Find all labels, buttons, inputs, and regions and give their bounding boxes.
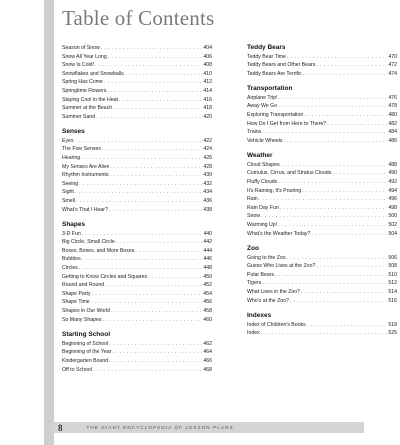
entry-title: Shapes in Our World <box>62 308 111 315</box>
dot-leader <box>93 366 202 375</box>
entry-title: Circles <box>62 265 78 272</box>
dot-leader <box>290 297 387 306</box>
entry-page-number: 464 <box>203 349 212 356</box>
toc-entry[interactable] <box>62 238 212 247</box>
toc-entry[interactable] <box>247 111 397 120</box>
dot-leader <box>116 238 203 247</box>
dot-leader <box>119 96 202 105</box>
section-heading: Transportation <box>247 85 293 93</box>
dot-leader <box>301 288 387 297</box>
section-heading: Starting School <box>62 331 111 339</box>
entry-title: Springtime Flowers <box>62 87 107 94</box>
entry-page-number: 412 <box>203 79 212 86</box>
entry-title: What's the Weather Today? <box>247 230 311 237</box>
entry-page-number: 488 <box>388 161 397 168</box>
entry-page-number: 472 <box>388 62 397 69</box>
entry-page-number: 456 <box>203 299 212 306</box>
toc-entry[interactable] <box>62 197 212 206</box>
dot-leader <box>278 178 387 187</box>
toc-entry[interactable] <box>62 247 212 256</box>
toc-entry[interactable] <box>62 44 212 53</box>
entry-page-number: 422 <box>203 137 212 144</box>
dot-leader <box>108 53 203 62</box>
entry-title: Rain <box>247 196 258 203</box>
entry-page-number: 444 <box>203 247 212 254</box>
entry-page-number: 452 <box>203 282 212 289</box>
dot-leader <box>259 195 388 204</box>
entry-page-number: 470 <box>388 53 397 60</box>
toc-section <box>247 44 397 78</box>
toc-entry[interactable] <box>62 171 212 180</box>
entry-page-number: 406 <box>203 53 212 60</box>
entry-page-number: 482 <box>388 120 397 127</box>
dot-leader <box>107 87 202 96</box>
section-heading: Indexes <box>247 312 272 320</box>
toc-entry[interactable] <box>247 288 397 297</box>
entry-title: Season of Snow <box>62 45 100 51</box>
entry-page-number: 468 <box>203 366 212 373</box>
entry-title: Getting to Know Circles and Squares <box>62 273 148 280</box>
entry-page-number: 476 <box>388 94 397 101</box>
section-heading: Zoo <box>247 245 259 253</box>
entry-page-number: 450 <box>203 273 212 280</box>
dot-leader <box>327 120 387 129</box>
dot-leader <box>95 61 202 70</box>
dot-leader <box>109 340 202 349</box>
entry-title: Teddy Bears Are Terrific <box>247 70 302 77</box>
dot-leader <box>316 61 387 70</box>
toc-entry[interactable] <box>247 297 397 306</box>
entry-page-number: 492 <box>388 179 397 186</box>
toc-entry[interactable] <box>247 102 397 111</box>
dot-leader <box>96 113 202 122</box>
entry-title: Seeing <box>62 180 79 187</box>
toc-entry[interactable] <box>62 53 212 62</box>
toc-entry[interactable] <box>62 348 212 357</box>
toc-column-right <box>247 44 397 345</box>
toc-entry[interactable] <box>247 187 397 196</box>
section-heading: Weather <box>247 152 273 160</box>
entry-title: Beginning of the Year <box>62 349 112 356</box>
entry-page-number: 438 <box>203 206 212 213</box>
entry-page-number: 486 <box>388 137 397 144</box>
entry-page-number: 506 <box>388 254 397 261</box>
dot-leader <box>125 70 203 79</box>
entry-title: Kindergarten Bound <box>62 357 109 364</box>
dot-leader <box>79 180 202 189</box>
toc-section <box>247 85 397 145</box>
entry-title: The Five Senses <box>62 146 101 153</box>
entry-page-number: 498 <box>388 204 397 211</box>
entry-page-number: 408 <box>203 62 212 69</box>
entry-page-number: 462 <box>203 340 212 347</box>
entry-page-number: 420 <box>203 113 212 120</box>
dot-leader <box>332 169 387 178</box>
entry-title: Spring Has Come <box>62 79 103 86</box>
dot-leader <box>311 230 387 239</box>
section-heading: Shapes <box>62 221 86 229</box>
toc-entry[interactable] <box>247 94 397 103</box>
toc-section <box>247 152 397 238</box>
entry-title: Teddy Bear Time <box>247 53 286 60</box>
entry-title: What's That I Hear? <box>62 206 108 213</box>
dot-leader <box>280 204 388 213</box>
toc-entry[interactable] <box>247 321 397 330</box>
dot-leader <box>103 316 203 325</box>
entry-page-number: 518 <box>388 321 397 328</box>
dot-leader <box>287 254 388 263</box>
section-heading: Teddy Bears <box>247 44 286 51</box>
dot-leader <box>110 163 202 172</box>
toc-entry[interactable] <box>62 145 212 154</box>
toc-entry[interactable] <box>247 271 397 280</box>
toc-entry[interactable] <box>62 230 212 239</box>
dot-leader <box>76 197 202 206</box>
entry-page-number: 525 <box>388 330 397 337</box>
entry-page-number: 434 <box>203 189 212 196</box>
entry-page-number: 514 <box>388 289 397 296</box>
entry-title: It's Raining, It's Pouring <box>247 187 302 194</box>
dot-leader <box>113 104 202 113</box>
entry-title: Staying Cool in the Heat <box>62 96 118 103</box>
toc-entry[interactable] <box>247 262 397 271</box>
dot-leader <box>75 188 203 197</box>
side-tab-bar <box>44 0 54 445</box>
entry-title: Guess Who Lives at the Zoo? <box>247 263 316 270</box>
entry-page-number: 430 <box>203 172 212 179</box>
toc-entry[interactable] <box>247 204 397 213</box>
entry-title: Teddy Bears and Other Bears <box>247 62 316 69</box>
dot-leader <box>316 262 387 271</box>
entry-page-number: 484 <box>388 129 397 136</box>
toc-column-left <box>62 44 212 381</box>
entry-page-number: 494 <box>388 187 397 194</box>
dot-leader <box>279 94 388 103</box>
dot-leader <box>275 271 387 280</box>
entry-title: Tigers <box>247 280 262 287</box>
dot-leader <box>278 221 387 230</box>
entry-title: 3-D Fun <box>62 230 81 237</box>
toc-entry[interactable] <box>62 307 212 316</box>
toc-section <box>247 312 397 338</box>
entry-page-number: 508 <box>388 263 397 270</box>
toc-entry[interactable] <box>62 180 212 189</box>
dot-leader <box>81 154 202 163</box>
dot-leader <box>261 329 388 338</box>
toc-section <box>62 44 212 121</box>
toc-entry[interactable] <box>62 264 212 273</box>
entry-title: Boxes, Boxes, and More Boxes <box>62 247 135 254</box>
dot-leader <box>82 255 203 264</box>
entry-page-number: 490 <box>388 170 397 177</box>
toc-entry[interactable] <box>247 128 397 137</box>
toc-entry[interactable] <box>247 279 397 288</box>
toc-entry[interactable] <box>247 161 397 170</box>
dot-leader <box>92 290 203 299</box>
toc-entry[interactable] <box>62 290 212 299</box>
dot-leader <box>105 281 202 290</box>
entry-page-number: 440 <box>203 230 212 237</box>
dot-leader <box>281 161 388 170</box>
entry-page-number: 458 <box>203 308 212 315</box>
dot-leader <box>109 171 202 180</box>
toc-entry[interactable] <box>62 78 212 87</box>
entry-page-number: 432 <box>203 180 212 187</box>
entry-page-number: 426 <box>203 155 212 162</box>
entry-page-number: 510 <box>388 271 397 278</box>
entry-page-number: 428 <box>203 163 212 170</box>
toc-entry[interactable] <box>62 357 212 366</box>
entry-page-number: 410 <box>203 70 212 77</box>
entry-title: Cloud Shapes <box>247 161 280 168</box>
dot-leader <box>148 273 202 282</box>
entry-page-number: 502 <box>388 222 397 228</box>
toc-entry[interactable] <box>62 96 212 105</box>
toc-entry[interactable] <box>247 137 397 146</box>
entry-page-number: 496 <box>388 196 397 203</box>
dot-leader <box>303 70 388 79</box>
dot-leader <box>112 348 202 357</box>
toc-section <box>62 331 212 374</box>
toc-entry[interactable] <box>247 195 397 204</box>
dot-leader <box>278 102 387 111</box>
entry-title: Off to School <box>62 366 92 373</box>
entry-title: Airplane Trip! <box>247 94 278 101</box>
toc-entry[interactable] <box>62 61 212 70</box>
dot-leader <box>109 206 202 215</box>
toc-entry[interactable] <box>62 70 212 79</box>
toc-entry[interactable] <box>62 255 212 264</box>
toc-entry[interactable] <box>62 163 212 172</box>
toc-entry[interactable] <box>62 87 212 96</box>
entry-title: Eyes <box>62 137 74 144</box>
dot-leader <box>261 212 387 221</box>
entry-title: Summer at the Beach <box>62 105 113 112</box>
dot-leader <box>79 264 202 273</box>
entry-title: Trains <box>247 129 262 136</box>
toc-entry[interactable] <box>62 137 212 146</box>
toc-entry[interactable] <box>62 188 212 197</box>
entry-page-number: 442 <box>203 239 212 246</box>
entry-page-number: 436 <box>203 198 212 204</box>
toc-entry[interactable] <box>62 273 212 282</box>
entry-title: Beginning of School <box>62 340 109 347</box>
dot-leader <box>287 53 387 62</box>
toc-entry[interactable] <box>247 221 397 230</box>
entry-title: Polar Bears <box>247 271 275 278</box>
entry-title: Snow <box>247 213 260 220</box>
entry-page-number: 446 <box>203 256 212 263</box>
section-heading: Senses <box>62 128 85 136</box>
toc-entry[interactable] <box>62 113 212 122</box>
entry-page-number: 424 <box>203 146 212 153</box>
entry-title: Away We Go <box>247 103 278 110</box>
toc-entry[interactable] <box>247 120 397 129</box>
running-head: THE GIANT ENCYCLOPEDIA OF LESSON PLANS <box>86 425 234 430</box>
entry-title: How Do I Get from Here to There? <box>247 120 327 127</box>
toc-section <box>62 221 212 324</box>
toc-entry[interactable] <box>247 230 397 239</box>
entry-page-number: 504 <box>388 230 397 237</box>
toc-entry[interactable] <box>247 329 397 338</box>
entry-title: Going to the Zoo <box>247 254 286 261</box>
entry-page-number: 512 <box>388 280 397 287</box>
toc-entry[interactable] <box>62 104 212 113</box>
page-number: 8 <box>58 422 63 433</box>
entry-title: What Lives in the Zoo? <box>247 289 301 296</box>
entry-title: Shape Time <box>62 299 90 306</box>
entry-title: Vehicle Wheels <box>247 137 283 144</box>
entry-title: Rain Day Fun <box>247 204 279 211</box>
entry-page-number: 480 <box>388 111 397 118</box>
entry-page-number: 414 <box>203 87 212 94</box>
entry-title: Snow Is Cold! <box>62 62 95 69</box>
dot-leader <box>82 230 203 239</box>
entry-page-number: 454 <box>203 290 212 297</box>
dot-leader <box>104 78 202 87</box>
dot-leader <box>302 187 387 196</box>
entry-title: Index of Children's Books <box>247 321 306 328</box>
toc-entry[interactable] <box>247 70 397 79</box>
dot-leader <box>109 357 202 366</box>
entry-page-number: 516 <box>388 297 397 304</box>
dot-leader <box>91 298 203 307</box>
entry-title: Shape Party <box>62 290 91 297</box>
entry-title: Rhythm Instruments <box>62 172 109 179</box>
toc-entry[interactable] <box>247 254 397 263</box>
dot-leader <box>307 321 388 330</box>
toc-entry[interactable] <box>247 53 397 62</box>
entry-page-number: 404 <box>203 45 212 51</box>
toc-section <box>62 128 212 214</box>
entry-title: Snow All Year Long <box>62 53 107 60</box>
toc-entry[interactable] <box>62 316 212 325</box>
entry-page-number: 416 <box>203 96 212 103</box>
dot-leader <box>75 137 203 146</box>
entry-title: My Senses Are Alive <box>62 163 110 170</box>
entry-title: Smell <box>62 198 75 204</box>
toc-entry[interactable] <box>247 169 397 178</box>
toc-entry[interactable] <box>247 61 397 70</box>
toc-entry[interactable] <box>62 206 212 215</box>
dot-leader <box>111 307 202 316</box>
entry-title: Sight <box>62 189 74 196</box>
entry-title: Snowflakes and Snowballs <box>62 70 124 77</box>
entry-title: Hearing <box>62 155 81 162</box>
entry-title: Index <box>247 330 260 337</box>
entry-title: Round and Round <box>62 282 105 289</box>
toc-entry[interactable] <box>62 298 212 307</box>
entry-page-number: 418 <box>203 105 212 112</box>
toc-entry[interactable] <box>247 212 397 221</box>
entry-page-number: 474 <box>388 70 397 77</box>
entry-title: So Many Shapes <box>62 316 102 323</box>
entry-page-number: 448 <box>203 265 212 272</box>
toc-entry[interactable] <box>62 340 212 349</box>
entry-title: Big Circle, Small Circle <box>62 239 115 246</box>
entry-title: Who's at the Zoo? <box>247 297 289 304</box>
dot-leader <box>135 247 202 256</box>
dot-leader <box>304 111 387 120</box>
entry-page-number: 500 <box>388 213 397 220</box>
entry-title: Exploring Transportation <box>247 111 304 118</box>
dot-leader <box>102 145 202 154</box>
toc-entry[interactable] <box>247 178 397 187</box>
entry-title: Summer Sand <box>62 113 96 120</box>
entry-title: Bubbles <box>62 256 81 263</box>
dot-leader <box>262 128 387 137</box>
entry-page-number: 466 <box>203 357 212 364</box>
toc-entry[interactable] <box>62 154 212 163</box>
dot-leader <box>283 137 387 146</box>
toc-section <box>247 245 397 305</box>
footer-bar <box>52 422 364 433</box>
entry-title: Warming Up! <box>247 222 278 228</box>
dot-leader <box>101 44 203 53</box>
dot-leader <box>262 279 387 288</box>
entry-page-number: 478 <box>388 103 397 110</box>
entry-title: Cumulus, Cirrus, and Stratus Clouds <box>247 170 332 177</box>
toc-entry[interactable] <box>62 281 212 290</box>
entry-page-number: 460 <box>203 316 212 323</box>
page-title: Table of Contents <box>62 6 215 30</box>
entry-title: Fluffy Clouds <box>247 179 278 186</box>
toc-entry[interactable] <box>62 366 212 375</box>
